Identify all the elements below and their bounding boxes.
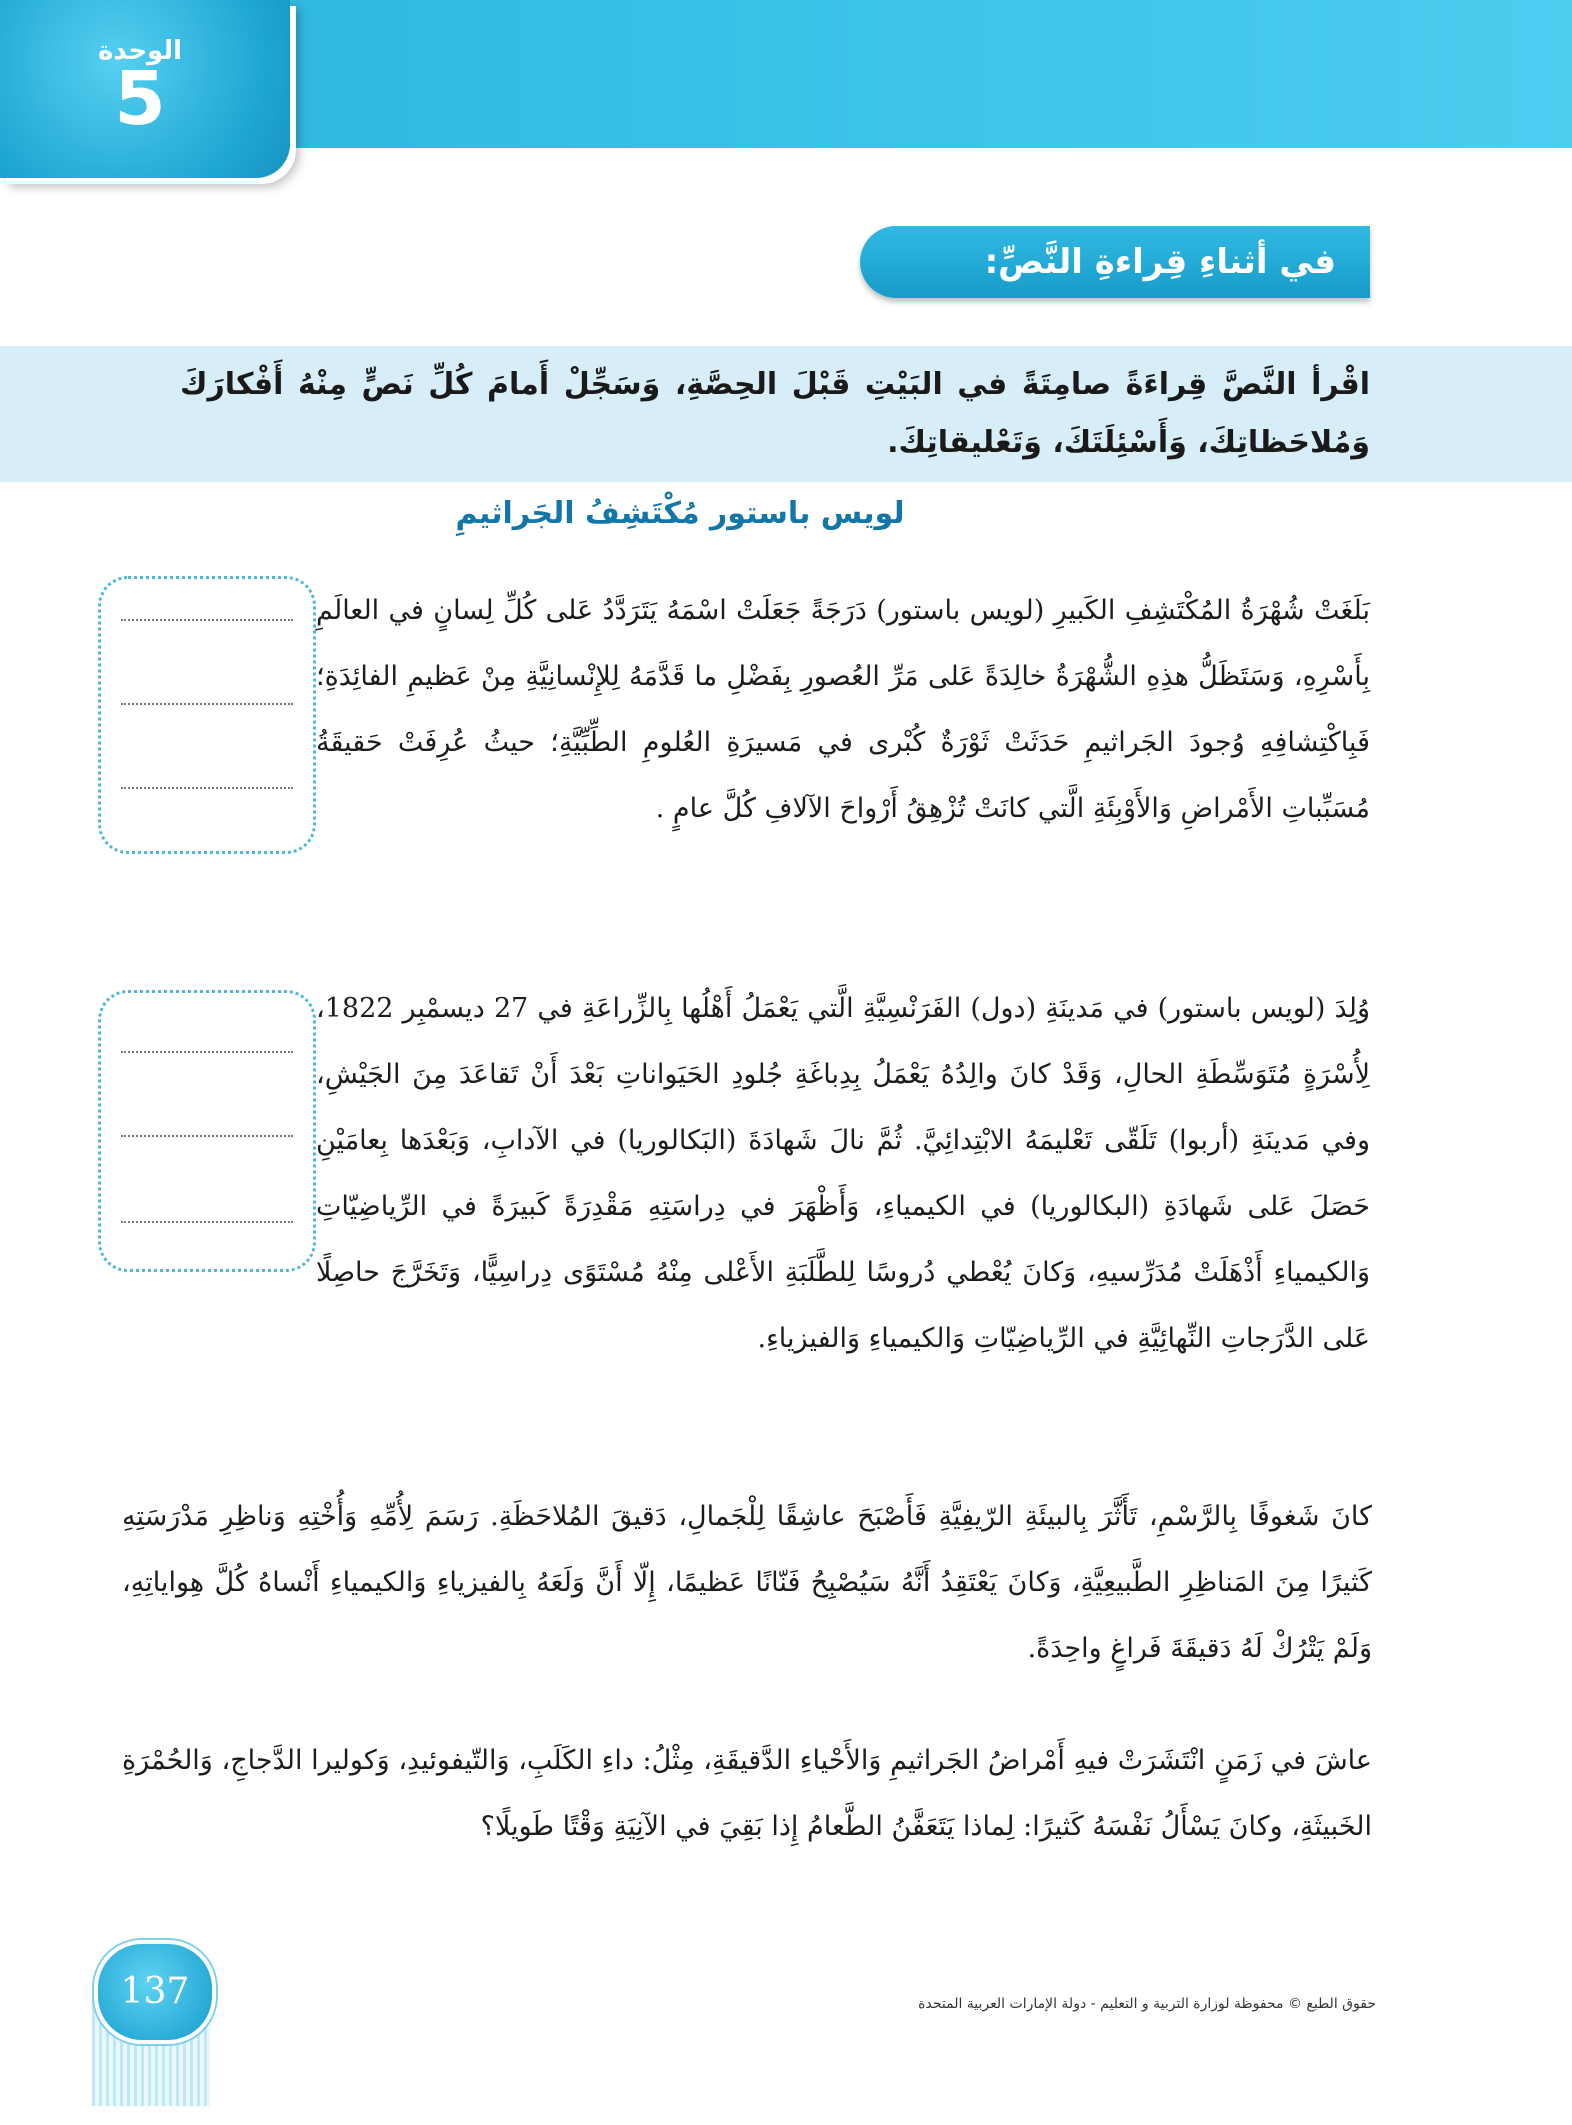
note-line (121, 1051, 293, 1053)
note-line (121, 1221, 293, 1223)
unit-number: 5 (114, 56, 166, 142)
instruction-banner (0, 346, 1572, 482)
note-line (121, 703, 293, 705)
paragraph-2: وُلِدَ (لويس باستور) في مَدينَةِ (دول) الفَرَنْسِيَّةِ الَّتي يَعْمَلُ أَهْلُها بِالزِّراعَةِ في 27 ديسمْبِر 1822، لِأُسْرَةٍ مُتَوَسِّطَةِ الحالِ، وَقَدْ كانَ والِدُهُ يَعْمَلُ بِدِباغَةِ جُلودِ الحَيَواناتِ بَعْدَ أَنْ تَقاعَدَ مِنَ الجَيْشِ، وفي مَدينَةِ (أربوا) تَلَقّى تَعْليمَهُ الابْتِدائِيَّ. ثُمَّ نالَ شَهادَةَ (البَكالوريا) في الآدابِ، وَبَعْدَها بِعامَيْنِ حَصَلَ عَلى شَهادَةِ (البكالوريا) في الكيمياءِ، وَأَظْهَرَ في دِراسَتِهِ مَقْدِرَةً كَبيرَةً في الرِّياضِيّاتِ وَالكيمياءِ أَذْهَلَتْ مُدَرِّسيهِ، وَكانَ يُعْطي دُروسًا لِلطَّلَبَةِ الأَعْلى مِنْهُ مُسْتَوًى دِراسِيًّا، وَتَخَرَّجَ حاصِلًا عَلى الدَّرَجاتِ النِّهائِيَّةِ في الرِّياضِيّاتِ وَالكيمياءِ وَالفيزياءِ. (316, 993, 1370, 1354)
note-line (121, 1135, 293, 1137)
section-heading-text: في أثناءِ قِراءةِ النَّصِّ: (984, 242, 1336, 282)
note-line (121, 787, 293, 789)
article-title: لويس باستور مُكْتَشِفُ الجَراثيمِ (455, 496, 905, 531)
unit-label: الوحدة (97, 36, 183, 66)
section-heading (860, 226, 1370, 298)
paragraph-1: بَلَغَتْ شُهْرَةُ المُكْتَشِفِ الكَبيرِ (لويس باستور) دَرَجَةً جَعَلَتْ اسْمَهُ يَتَرَدَّدُ عَلى كُلِّ لِسانٍ في العالَمِ بِأَسْرِهِ، وَسَتَظَلُّ هذِهِ الشُّهْرَةُ خالِدَةً عَلى مَرِّ العُصورِ بِفَضْلِ ما قَدَّمَهُ لِلإِنْسانِيَّةِ مِنْ عَظيمِ الفائِدَةِ؛ فَبِاكْتِشافِهِ وُجودَ الجَراثيمِ حَدَثَتْ ثَوْرَةٌ كُبْرى في مَسيرَةِ العُلومِ الطِّبِّيَّةِ؛ حيثُ عُرِفَتْ حَقيقَةُ مُسَبِّباتِ الأَمْراضِ وَالأَوْبِئَةِ الَّتي كانَتْ تُزْهِقُ أَرْواحَ الآلافِ كُلَّ عامٍ . (316, 595, 1370, 824)
notes-box-1[interactable] (98, 576, 316, 854)
notes-box-2[interactable] (98, 990, 316, 1272)
unit-tab (0, 0, 290, 178)
copyright-notice: حقوق الطبع © محفوظة لوزارة التربية و التعليم - دولة الإمارات العربية المتحدة (918, 1996, 1376, 2012)
note-line (121, 619, 293, 621)
page-number: 137 (94, 1940, 216, 2044)
paragraph-3: كانَ شَغوفًا بِالرَّسْمِ، تَأَثَّرَ بِالبيئَةِ الرّيفِيَّةِ فَأَصْبَحَ عاشِقًا لِلْجَمالِ، دَقيقَ المُلاحَظَةِ. رَسَمَ لِأُمِّهِ وَأُخْتِهِ وَناظِرِ مَدْرَسَتِهِ كَثيرًا مِنَ المَناظِرِ الطَّبيعِيَّةِ، وَكانَ يَعْتَقِدُ أَنَّهُ سَيُصْبِحُ فَنّانًا عَظيمًا، إِلّا أَنَّ وَلَعَهُ بِالفيزياءِ وَالكيمياءِ أَنْساهُ كُلَّ هِواياتِهِ، وَلَمْ يَتْرُكْ لَهُ دَقيقَةَ فَراغٍ واحِدَةً. (122, 1501, 1372, 1664)
paragraph-4: عاشَ في زَمَنٍ انْتَشَرَتْ فيهِ أَمْراضُ الجَراثيمِ وَالأَحْياءِ الدَّقيقَةِ، مِثْلُ: داءِ الكَلَبِ، وَالتّيفوئيدِ، وَكوليرا الدَّجاجِ، وَالحُمْرَةِ الخَبيثَةِ، وكانَ يَسْأَلُ نَفْسَهُ كَثيرًا: لِماذا يَتَعَفَّنُ الطَّعامُ إِذا بَقِيَ في الآنِيَةِ وَقْتًا طَويلًا؟ (122, 1745, 1372, 1842)
instruction-text: اقْرأ النَّصَّ قِراءَةً صامِتَةً في البَيْتِ قَبْلَ الحِصَّةِ، وَسَجِّلْ أَمامَ كُلِّ نَصٍّ مِنْهُ أَفْكارَكَ وَمُلاحَظاتِكَ، وَأَسْئِلَتَكَ، وَتَعْليقاتِكَ. (180, 367, 1370, 460)
page-number-badge (86, 1940, 216, 2060)
